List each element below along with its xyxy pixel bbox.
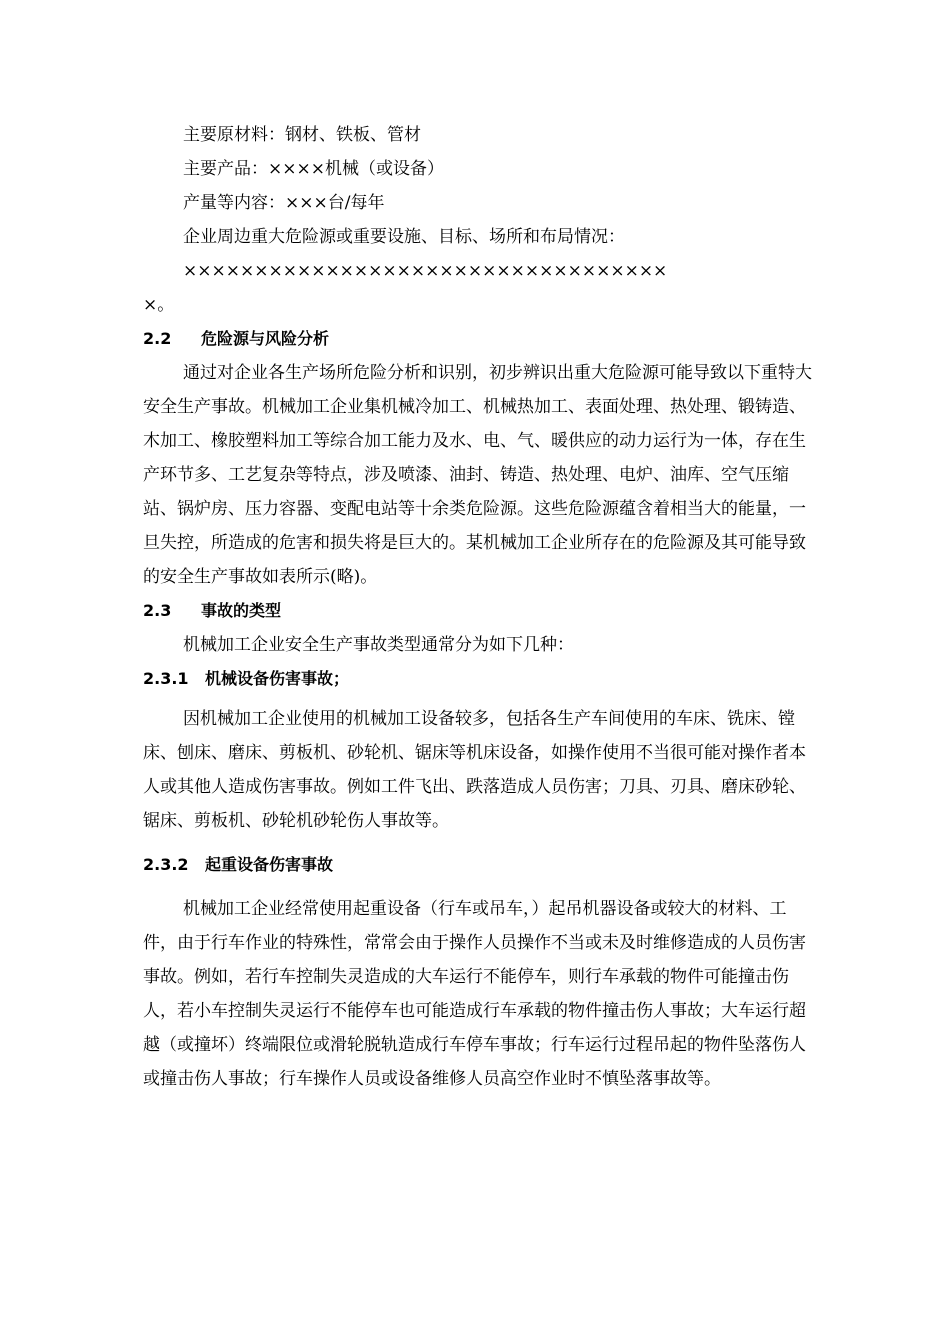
output-line: 产量等内容：×××台/每年 — [183, 193, 385, 213]
raw-materials-line: 主要原材料：钢材、铁板、管材 — [183, 125, 421, 145]
surroundings-line: 企业周边重大危险源或重要设施、目标、场所和布局情况： — [183, 227, 625, 247]
section-title: 事故的类型 — [201, 601, 282, 620]
section-2-3-1-body: 因机械加工企业使用的机械加工设备较多，包括各生产车间使用的车床、铣床、镗床、刨床、磨床、剪板机、砂轮机、锯床等机床设备，如操作使用不当很可能对操作者本人或其他人造成伤害事故。例如工件飞出、跌落造成人员伤害；刀具、刃具、磨床砂轮、锯床、剪板机、砂轮机砂轮伤人事故等。 — [143, 709, 806, 831]
section-number: 2.3.2 — [143, 855, 189, 874]
section-2-2-body: 通过对企业各生产场所危险分析和识别，初步辨识出重大危险源可能导致以下重特大安全生产事故。机械加工企业集机械冷加工、机械热加工、表面处理、热处理、锻铸造、木加工、橡胶塑料加工等综合加工能力及水、电、气、暖供应的动力运行为一体，存在生产环节多、工艺复杂等特点，涉及喷漆、油封、铸造、热处理、电炉、油库、空气压缩站、锅炉房、压力容器、变配电站等十余类危险源。这些危险源蕴含着相当大的能量，一旦失控，所造成的危害和损失将是巨大的。某机械加工企业所存在的危险源及其可能导致的安全生产事故如表所示(略)。 — [143, 363, 812, 587]
section-number: 2.3.1 — [143, 669, 189, 688]
section-heading-2-3-1 — [143, 662, 813, 696]
section-heading-2-3 — [143, 594, 813, 628]
placeholder-x-tail: ×。 — [143, 295, 175, 315]
section-title: 起重设备伤害事故 — [205, 855, 334, 874]
document-content — [143, 118, 813, 1096]
section-title: 危险源与风险分析 — [201, 329, 330, 348]
section-heading-2-3-2 — [143, 848, 813, 882]
section-title: 机械设备伤害事故； — [205, 669, 350, 688]
section-2-3-body: 机械加工企业安全生产事故类型通常分为如下几种： — [183, 635, 574, 655]
placeholder-x-line: ×××××××××××××××××××××××××××××××××× — [183, 261, 668, 281]
main-products-line: 主要产品：××××机械（或设备） — [183, 159, 444, 179]
section-number: 2.3 — [143, 601, 172, 620]
section-2-3-2-body: 机械加工企业经常使用起重设备（行车或吊车，）起吊机器设备或较大的材料、工件，由于行车作业的特殊性，常常会由于操作人员操作不当或未及时维修造成的人员伤害事故。例如，若行车控制失灵造成的大车运行不能停车，则行车承载的物件可能撞击伤人，若小车控制失灵运行不能停车也可能造成行车承载的物件撞击伤人事故；大车运行超越（或撞坏）终端限位或滑轮脱轨造成行车停车事故；行车运行过程吊起的物件坠落伤人或撞击伤人事故；行车操作人员或设备维修人员高空作业时不慎坠落事故等。 — [143, 899, 806, 1089]
section-number: 2.2 — [143, 329, 172, 348]
section-heading-2-2 — [143, 322, 813, 356]
